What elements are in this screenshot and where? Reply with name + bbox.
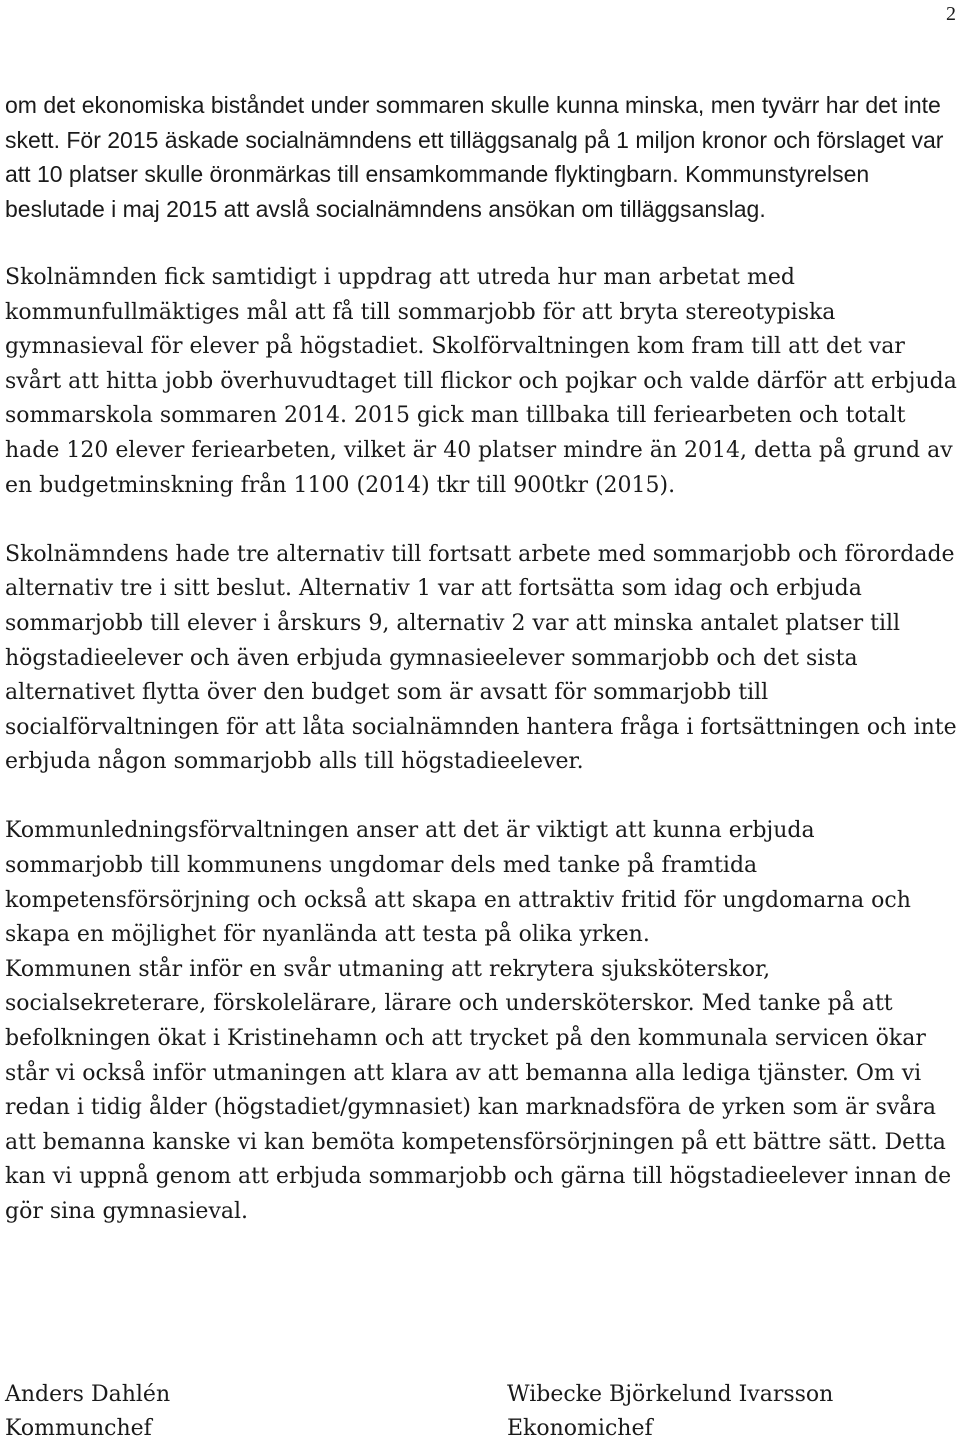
signatory-name: Anders Dahlén xyxy=(5,1382,171,1407)
signature-right xyxy=(507,1378,833,1446)
signatory-title: Ekonomichef xyxy=(507,1416,653,1441)
paragraph-municipal-management: Kommunledningsförvaltningen anser att det är viktigt att kunna erbjuda sommarjobb till kommunens ungdomar dels med tanke på framtida kompetensförsörjning och också att skapa en attraktiv fritid för ungdomarna och skapa en möjlighet för nyanlända att testa på olika yrken. xyxy=(5,818,911,948)
paragraph-gap xyxy=(5,503,958,538)
paragraph-gap xyxy=(5,226,958,261)
document-body xyxy=(5,88,958,1230)
paragraph-school-board: Skolnämnden fick samtidigt i uppdrag att utreda hur man arbetat med kommunfullmäktiges mål att få till sommarjobb för att bryta stereotypiska gymnasieval för elever på högstadiet. Skolförvaltningen kom fram till att det var svårt att hitta jobb överhuvudtaget till flickor och pojkar och valde därför att erbjuda sommarskola sommaren 2014. 2015 gick man tillbaka till feriearbeten och totalt hade 120 elever feriearbeten, vilket är 40 platser mindre än 2014, detta på grund av en budgetminskning från 1100 (2014) tkr till 900tkr (2015). xyxy=(5,264,957,498)
signature-block xyxy=(5,1378,958,1444)
page-number: 2 xyxy=(946,3,956,25)
signature-left xyxy=(5,1378,170,1446)
paragraph-recruitment: Kommunen står inför en svår utmaning att rekrytera sjuksköterskor, socialsekreterare, förskolelärare, lärare och undersköterskor. Med tanke på att befolkningen ökat i Kristinehamn och att trycket på den kommunala servicen ökar står vi också inför utmaningen att klara av att bemanna alla lediga tjänster. Om vi redan i tidig ålder (högstadiet/gymnasiet) kan marknadsföra de yrken som är svåra att bemanna kanske vi kan bemöta kompetensförsörjningen på ett bättre sätt. Detta kan vi uppnå genom att erbjuda sommarjobb och gärna till högstadieelever innan de gör sina gymnasieval. xyxy=(5,956,952,1224)
paragraph-gap xyxy=(5,780,958,815)
paragraph-alternatives: Skolnämndens hade tre alternativ till fortsatt arbete med sommarjobb och förordade alternativ tre i sitt beslut. Alternativ 1 var att fortsätta som idag och erbjuda sommarjobb till elever i årskurs 9, alternativ 2 var att minska antalet platser till högstadieelever och även erbjuda gymnasieelever sommarjobb och det sista alternativet flytta över den budget som är avsatt för sommarjobb till socialförvaltningen för att låta socialnämnden hantera fråga i fortsättningen och inte erbjuda någon sommarjobb alls till högstadieelever. xyxy=(5,541,957,775)
paragraph-social-assistance: om det ekonomiska biståndet under sommaren skulle kunna minska, men tyvärr har det inte skett. För 2015 äskade socialnämndens ett tilläggsanalg på 1 miljon kronor och förslaget var att 10 platser skulle öronmärkas till ensamkommande flyktingbarn. Kommunstyrelsen beslutade i maj 2015 att avslå socialnämndens ansökan om tilläggsanslag. xyxy=(5,92,944,222)
signatory-name: Wibecke Björkelund Ivarsson xyxy=(507,1382,834,1407)
signatory-title: Kommunchef xyxy=(5,1416,152,1441)
